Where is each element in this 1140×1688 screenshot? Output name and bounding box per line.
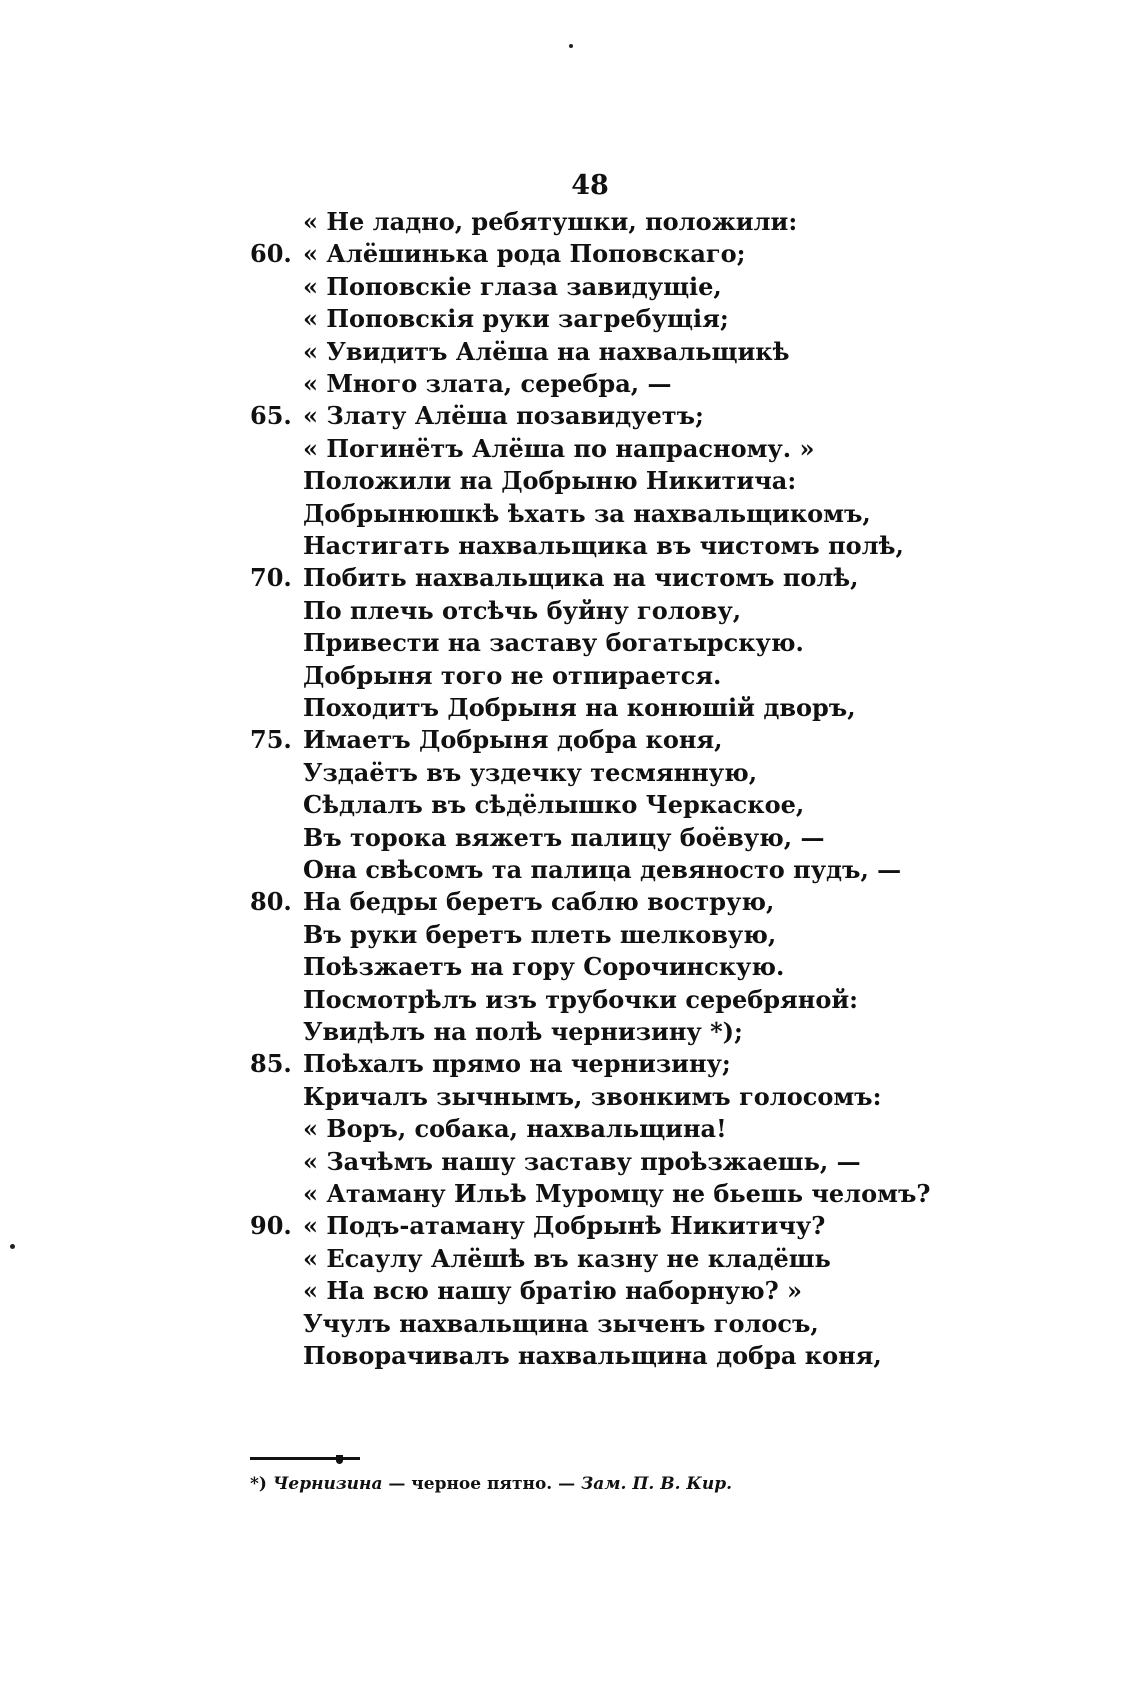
verse-number: 80.	[250, 887, 292, 917]
footnote-term: Чернизина	[272, 1474, 383, 1494]
verse-text: « Зачѣмъ нашу заставу проѣзжаешь, —	[303, 1146, 861, 1176]
verse-line	[0, 983, 1140, 1017]
verse-text: « Атаману Ильѣ Муромцу не бьешь челомъ?	[303, 1179, 931, 1208]
verse-line	[0, 788, 1140, 822]
verse-number: 85.	[250, 1049, 292, 1079]
verse-line	[0, 1307, 1140, 1341]
verse-line	[0, 1047, 1140, 1081]
verse-line	[0, 1015, 1140, 1049]
verse-line	[0, 1177, 1140, 1211]
verse-text: Добрыня того не отпирается.	[303, 660, 722, 690]
verse-line	[0, 594, 1140, 628]
verse-line	[0, 723, 1140, 757]
verse-number: 60.	[250, 239, 292, 269]
verse-line	[0, 821, 1140, 855]
footnote-mark: *)	[250, 1474, 267, 1494]
verse-line	[0, 1080, 1140, 1114]
verse-text: Въ торока вяжетъ палицу боёвую, —	[303, 822, 825, 852]
verse-text: « Погинётъ Алёша по напрасному. »	[303, 433, 815, 463]
verse-text: Настигать нахвальщика въ чистомъ полѣ,	[303, 531, 904, 560]
verse-line	[0, 1274, 1140, 1308]
verse-line	[0, 756, 1140, 790]
verse-text: Положили на Добрыню Никитича:	[303, 466, 797, 496]
footnote-rule	[250, 1457, 360, 1460]
footnote-source: Зам. П. В. Кир.	[581, 1474, 733, 1494]
verse-text: « Поповскія руки загребущія;	[303, 304, 729, 334]
verse-text: Походитъ Добрыня на конюшій дворъ,	[303, 693, 856, 722]
verse-line	[0, 367, 1140, 401]
verse-text: Поворачивалъ нахвальщина добра коня,	[303, 1341, 882, 1370]
verse-line	[0, 853, 1140, 887]
verse-line	[0, 1112, 1140, 1146]
footnote	[250, 1474, 732, 1494]
verse-text: Въ руки беретъ плеть шелковую,	[303, 919, 777, 949]
verse-text: На бедры беретъ саблю вострую,	[303, 887, 775, 917]
verse-text: « Поповскіе глаза завидущіе,	[303, 271, 722, 301]
verse-text: Уздаётъ въ уздечку тесмянную,	[303, 757, 758, 787]
footnote-rule-dot	[336, 1455, 343, 1464]
verse-line	[0, 432, 1140, 466]
verse-line	[0, 885, 1140, 919]
verse-text: « Воръ, собака, нахвальщина!	[303, 1114, 727, 1144]
verse-text: Она свѣсомъ та палица девяносто пудъ, —	[303, 855, 902, 884]
verse-text: « Есаулу Алёшѣ въ казну не кладёшь	[303, 1243, 831, 1273]
footnote-definition: — черное пятно. —	[388, 1474, 576, 1494]
verse-line	[0, 237, 1140, 271]
verse-number: 75.	[250, 725, 292, 755]
verse-line	[0, 691, 1140, 725]
verse-line	[0, 626, 1140, 660]
verse-text: « Подъ-атаману Добрынѣ Никитичу?	[303, 1211, 826, 1241]
verse-text: По плечь отсѣчь буйну голову,	[303, 595, 742, 625]
verse-line	[0, 335, 1140, 369]
verse-text: « Не ладно, ребятушки, положили:	[303, 207, 798, 236]
verse-text: Добрынюшкѣ ѣхать за нахвальщикомъ,	[303, 498, 871, 528]
verse-line	[0, 270, 1140, 304]
page-number: 48	[571, 170, 609, 201]
verse-text: Привести на заставу богатырскую.	[303, 628, 804, 658]
verse-line	[0, 464, 1140, 498]
verse-text: Увидѣлъ на полѣ чернизину *);	[303, 1017, 743, 1046]
verse-number: 65.	[250, 401, 292, 431]
verse-line	[0, 918, 1140, 952]
verse-text: « Увидитъ Алёша на нахвальщикѣ	[303, 336, 790, 366]
verse-text: Кричалъ зычнымъ, звонкимъ голосомъ:	[303, 1081, 882, 1111]
verse-line	[0, 399, 1140, 433]
verse-text: « Много злата, серебра, —	[303, 369, 672, 398]
verse-line	[0, 1209, 1140, 1243]
verse-number: 90.	[250, 1211, 292, 1241]
verse-number: 70.	[250, 563, 292, 593]
verse-line	[0, 950, 1140, 984]
verse-line	[0, 529, 1140, 563]
verse-text: « На всю нашу братію наборную? »	[303, 1276, 802, 1306]
verse-line	[0, 1242, 1140, 1276]
verse-text: Посмотрѣлъ изъ трубочки серебряной:	[303, 984, 859, 1014]
verse-text: Поѣхалъ прямо на чернизину;	[303, 1049, 731, 1079]
verse-line	[0, 561, 1140, 595]
verse-text: Имаетъ Добрыня добра коня,	[303, 725, 723, 755]
scan-speck	[569, 44, 573, 48]
verse-line	[0, 302, 1140, 336]
verse-line	[0, 1145, 1140, 1179]
verse-line	[0, 497, 1140, 531]
verse-text: Побить нахвальщика на чистомъ полѣ,	[303, 563, 859, 593]
scan-speck	[10, 1244, 15, 1249]
verse-line	[0, 205, 1140, 239]
verse-text: « Алёшинька рода Поповскаго;	[303, 239, 746, 269]
verse-text: Сѣдлалъ въ сѣдёлышко Черкаское,	[303, 790, 805, 820]
verse-text: « Злату Алёша позавидуетъ;	[303, 401, 704, 431]
verse-text: Поѣзжаетъ на гору Сорочинскую.	[303, 952, 785, 982]
verse-line	[0, 659, 1140, 693]
verse-line	[0, 1339, 1140, 1373]
verse-text: Учулъ нахвальщина зыченъ голосъ,	[303, 1308, 819, 1338]
